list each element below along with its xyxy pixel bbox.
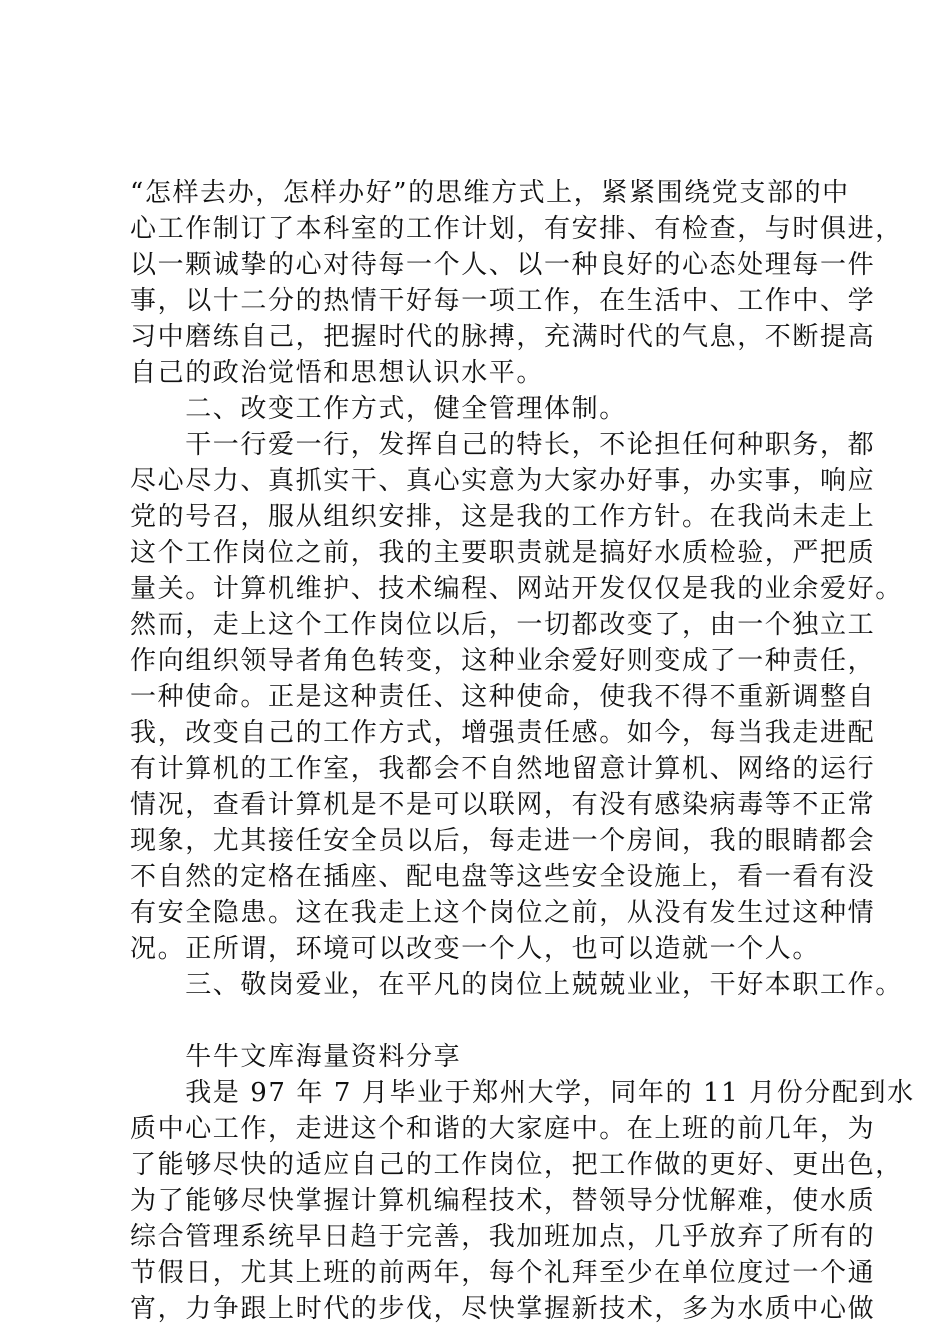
- section-heading: 三、敬岗爱业，在平凡的岗位上兢兢业业，干好本职工作。: [130, 970, 903, 1000]
- text-line: 质中心工作，走进这个和谐的大家庭中。在上班的前几年，为: [130, 1114, 876, 1144]
- text-line: 我是 97 年 7 月毕业于郑州大学，同年的 11 月份分配到水: [130, 1078, 915, 1108]
- text-line: 情况，查看计算机是不是可以联网，有没有感染病毒等不正常: [130, 790, 876, 820]
- text-line: 以一颗诚挚的心对待每一个人、以一种良好的心态处理每一件: [130, 250, 876, 280]
- text-line: 况。正所谓，环境可以改变一个人，也可以造就一个人。: [130, 934, 821, 964]
- text-line: 综合管理系统早日趋于完善，我加班加点，几乎放弃了所有的: [130, 1222, 876, 1252]
- section-heading: 二、改变工作方式，健全管理体制。: [130, 394, 627, 424]
- text-line: 宵，力争跟上时代的步伐，尽快掌握新技术，多为水质中心做: [130, 1294, 876, 1324]
- text-line: 有安全隐患。这在我走上这个岗位之前，从没有发生过这种情: [130, 898, 876, 928]
- text-line: 尽心尽力、真抓实干、真心实意为大家办好事，办实事，响应: [130, 466, 876, 496]
- text-line: 事，以十二分的热情干好每一项工作，在生活中、工作中、学: [130, 286, 876, 316]
- text-line: 作向组织领导者角色转变，这种业余爱好则变成了一种责任，: [130, 646, 876, 676]
- text-line: 节假日，尤其上班的前两年，每个礼拜至少在单位度过一个通: [130, 1258, 876, 1288]
- text-line: 不自然的定格在插座、配电盘等这些安全设施上，看一看有没: [130, 862, 876, 892]
- text-line: 自己的政治觉悟和思想认识水平。: [130, 358, 545, 388]
- text-line: 现象，尤其接任安全员以后，每走进一个房间，我的眼睛都会: [130, 826, 876, 856]
- text-line: 心工作制订了本科室的工作计划，有安排、有检查，与时俱进，: [130, 214, 903, 244]
- text-line: 这个工作岗位之前，我的主要职责就是搞好水质检验，严把质: [130, 538, 876, 568]
- text-line: 党的号召，服从组织安排，这是我的工作方针。在我尚未走上: [130, 502, 876, 532]
- text-line: 有计算机的工作室，我都会不自然地留意计算机、网络的运行: [130, 754, 876, 784]
- text-line: 我，改变自己的工作方式，增强责任感。如今，每当我走进配: [130, 718, 876, 748]
- watermark-text: 牛牛文库海量资料分享: [130, 1042, 462, 1072]
- text-line: “怎样去办，怎样办好”的思维方式上，紧紧围绕党支部的中: [130, 178, 850, 208]
- text-line: 了能够尽快的适应自己的工作岗位，把工作做的更好、更出色，: [130, 1150, 903, 1180]
- text-line: 为了能够尽快掌握计算机编程技术，替领导分忧解难，使水质: [130, 1186, 876, 1216]
- text-line: 一种使命。正是这种责任、这种使命，使我不得不重新调整自: [130, 682, 876, 712]
- text-line: 干一行爱一行，发挥自己的特长，不论担任何种职务，都: [130, 430, 876, 460]
- text-line: 量关。计算机维护、技术编程、网站开发仅仅是我的业余爱好。: [130, 574, 903, 604]
- text-line: 习中磨练自己，把握时代的脉搏，充满时代的气息，不断提高: [130, 322, 876, 352]
- text-line: 然而，走上这个工作岗位以后，一切都改变了，由一个独立工: [130, 610, 876, 640]
